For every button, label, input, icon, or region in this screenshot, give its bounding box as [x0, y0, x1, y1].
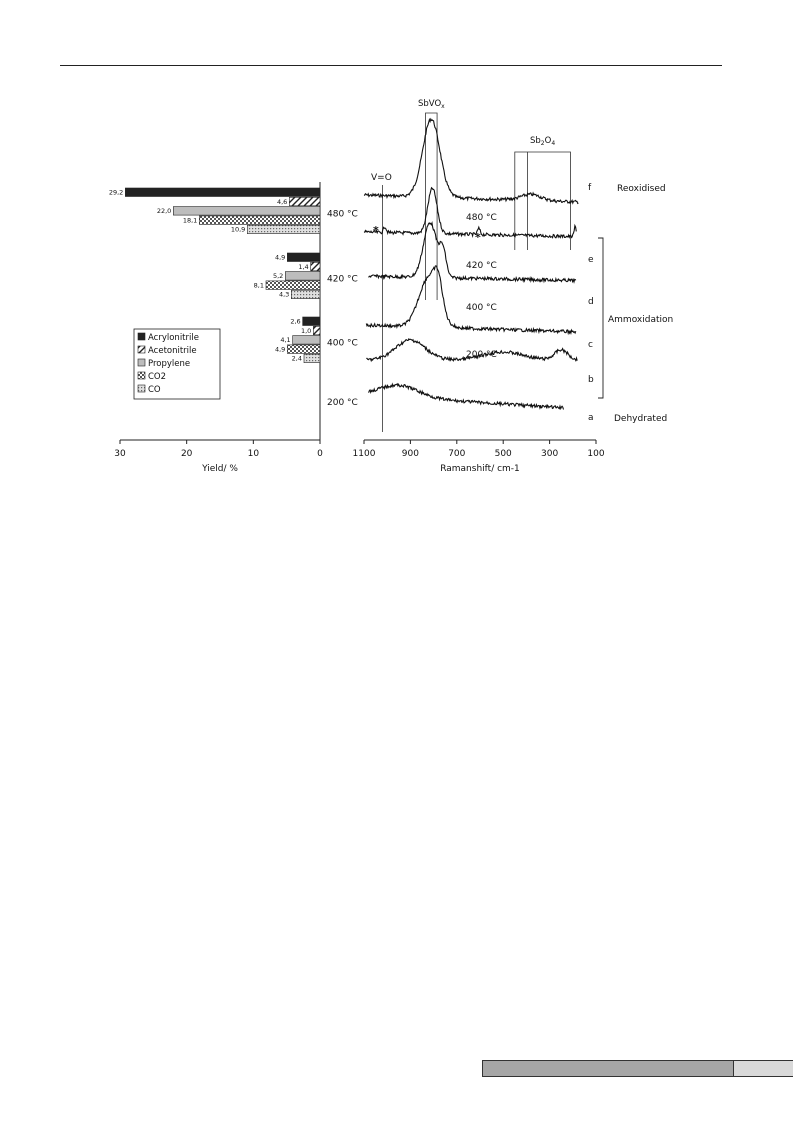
bar-co	[291, 290, 320, 299]
bar-value-label: 4,9	[274, 253, 286, 262]
legend-entry: Propylene	[148, 359, 191, 369]
bar-value-label: 4,1	[280, 336, 291, 345]
bar-propylene	[173, 207, 320, 216]
bar-value-label: 2,6	[290, 317, 301, 326]
group-temp-label: 400 °C	[327, 338, 358, 349]
spectrum-letter-c: c	[588, 340, 593, 350]
spectrum-letter-e: e	[588, 255, 594, 265]
bar-value-label: 1,4	[298, 262, 309, 271]
legend-entry: CO	[148, 385, 161, 395]
footer-bar	[482, 1060, 734, 1077]
bar-value-label: 8,1	[253, 281, 264, 290]
spectrum-letter-d: d	[588, 297, 594, 307]
star-marker-1: *	[373, 224, 379, 237]
bar-x-tick-label: 0	[317, 449, 323, 459]
spectrum-annotation-e: 480 °C	[466, 213, 497, 223]
bar-x-axis-label: Yield/ %	[202, 464, 238, 474]
spectrum-annotation-f: Reoxidised	[617, 184, 666, 194]
bar-acrylonitrile	[287, 253, 320, 262]
raman-x-tick-label: 300	[541, 449, 559, 459]
ammoxidation-label: Ammoxidation	[608, 315, 674, 325]
bar-propylene	[293, 336, 320, 345]
bar-acetonitrile	[313, 326, 320, 335]
bar-acetonitrile	[311, 262, 320, 271]
legend-swatch	[138, 346, 145, 353]
raman-spectrum-a	[369, 384, 564, 410]
legend-entry: Acrylonitrile	[148, 333, 199, 343]
yield-bar-chart	[109, 182, 358, 474]
group-temp-label: 200 °C	[327, 398, 358, 408]
band-label-vo: V=O	[371, 173, 392, 183]
band-label-sbvox: SbVO$_x$	[418, 99, 445, 110]
bar-value-label: 22,0	[156, 207, 172, 216]
footer-bar-end	[734, 1060, 793, 1077]
raman-x-axis-label: Ramanshift/ cm-1	[440, 464, 520, 474]
legend-entry: Acetonitrile	[148, 346, 197, 356]
bar-co	[247, 225, 320, 234]
bar-propylene	[285, 272, 320, 281]
legend-entry: CO2	[148, 372, 167, 382]
spectrum-annotation-a: Dehydrated	[614, 414, 668, 424]
raman-spectra-chart	[353, 99, 674, 474]
bar-x-tick-label: 10	[247, 449, 260, 459]
bar-co2	[199, 216, 320, 225]
bar-value-label: 4,3	[278, 290, 290, 299]
figure	[0, 0, 793, 500]
bar-value-label: 29,2	[108, 188, 124, 197]
star-marker-2: *	[475, 231, 481, 244]
bar-value-label: 4,9	[274, 345, 286, 354]
legend-swatch	[138, 359, 145, 366]
bar-value-label: 18,1	[182, 216, 198, 225]
raman-x-tick-label: 900	[401, 449, 419, 459]
raman-x-tick-label: 1100	[352, 449, 376, 459]
bar-value-label: 10,9	[230, 225, 246, 234]
legend-swatch	[138, 385, 145, 392]
bar-co2	[287, 345, 320, 354]
raman-spectrum-f	[364, 119, 578, 203]
bar-acetonitrile	[289, 197, 320, 206]
legend-swatch	[138, 372, 145, 379]
spectrum-annotation-c: 400 °C	[466, 303, 497, 313]
bar-co	[304, 354, 320, 363]
spectrum-letter-a: a	[588, 413, 594, 423]
ammoxidation-bracket	[598, 238, 603, 398]
bar-value-label: 2,4	[291, 354, 302, 363]
raman-x-tick-label: 500	[494, 449, 512, 459]
raman-x-tick-label: 100	[587, 449, 605, 459]
spectrum-letter-f: f	[588, 183, 592, 193]
spectrum-letter-b: b	[588, 375, 594, 385]
legend-swatch	[138, 333, 145, 340]
raman-x-tick-label: 700	[448, 449, 466, 459]
bar-value-label: 1,0	[300, 326, 312, 335]
bar-legend	[134, 329, 220, 399]
group-temp-label: 480 °C	[327, 209, 358, 220]
group-temp-label: 420 °C	[327, 274, 358, 285]
bar-co2	[266, 281, 320, 290]
bar-value-label: 4,6	[276, 197, 288, 206]
band-label-sb2o4: $Sb_2O_4$	[530, 136, 556, 147]
spectrum-annotation-b: 200 °C	[466, 350, 497, 360]
bar-acrylonitrile	[125, 188, 320, 197]
bar-x-tick-label: 20	[180, 449, 193, 459]
bar-acrylonitrile	[303, 317, 320, 326]
bar-x-tick-label: 30	[114, 449, 126, 459]
spectrum-annotation-d: 420 °C	[466, 261, 497, 271]
bar-value-label: 5,2	[272, 272, 284, 281]
